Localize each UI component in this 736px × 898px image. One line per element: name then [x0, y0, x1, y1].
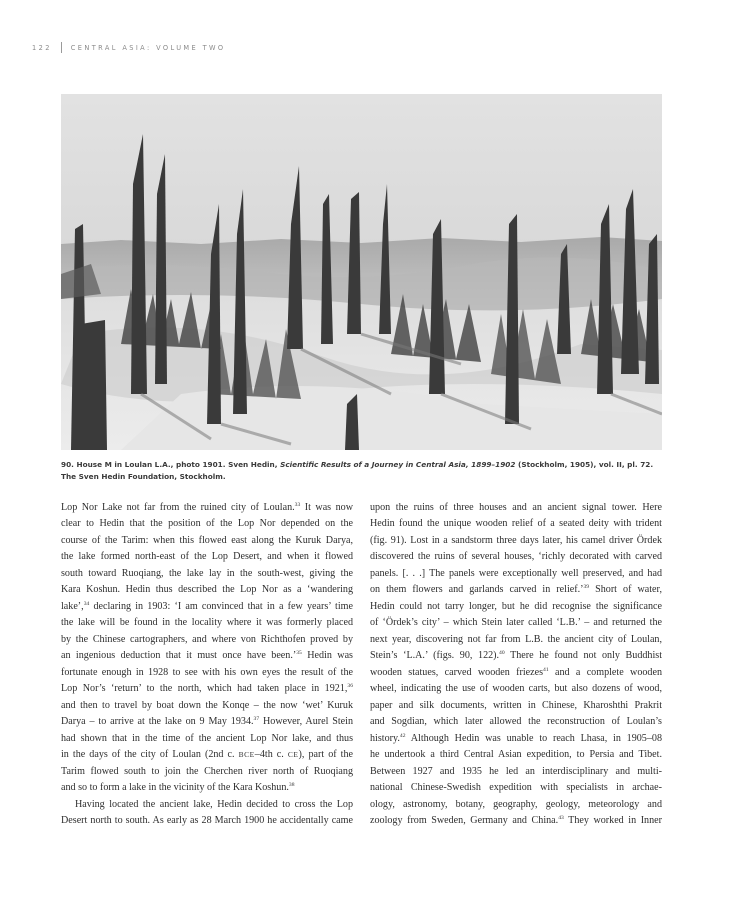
text-line: Hedin could not tarry longer, but he did recognise the significance: [370, 600, 662, 612]
text-line: the lake formed north-east of the Lop Desert, and when it flowed: [61, 551, 353, 563]
body-paragraph-2-continued: [370, 500, 662, 830]
text-line: south toward Ruoqiang, the lake lay in the south-west, giving the: [61, 567, 353, 579]
text-line: had shown that in the time of the ancient Lop Nor lake, and thus: [61, 732, 353, 744]
text-line: and then to travel by boat down the Konqe – the now ‘wet’ Kuruk: [61, 699, 353, 711]
text-line: national Chinese-Swedish expedition with specialists in archae-: [370, 782, 662, 794]
running-title: CENTRAL ASIA: VOLUME TWO: [70, 43, 226, 52]
body-column-right: [370, 500, 662, 830]
footnote-ref[interactable]: 33: [294, 502, 301, 508]
page-number: 122: [32, 43, 52, 52]
text-line: Lop Nor Lake not far from the ruined city of Loulan.$^{33}$ It was now: [61, 502, 353, 513]
footnote-ref[interactable]: 34: [83, 600, 90, 607]
text-line: history.$^{42}$ Although Hedin was unable to reach Lhasa, in 1905–08: [370, 732, 662, 744]
footnote-ref[interactable]: 37: [253, 716, 260, 723]
text-line: Between 1927 and 1935 he led an interdisciplinary and multi-: [370, 765, 662, 777]
text-line: Stein’s ‘L.A.’ (figs. 90, 122).$^{40}$ There he found not only Buddhist: [370, 650, 662, 662]
era-small-caps: CE: [287, 750, 299, 760]
running-head: [32, 42, 226, 53]
body-paragraph-2: [61, 797, 353, 830]
footnote-ref[interactable]: 40: [499, 650, 505, 657]
header-divider: [61, 42, 62, 53]
text-line: on them flowers and garlands carved in relief.’$^{39}$ Short of water,: [370, 584, 662, 596]
text-line: Having located the ancient lake, Hedin decided to cross the Lop: [75, 798, 353, 810]
text-line: lake’,$^{34}$ declaring in 1903: ‘I am convinced that in a few years’ time: [61, 600, 353, 612]
text-line: wooden statues, carved wooden friezes$^{41}$ and a complete wooden: [370, 666, 662, 678]
footnote-ref[interactable]: 38: [288, 782, 295, 789]
footnote-ref[interactable]: 35: [296, 650, 302, 657]
text-line: zoology from Sweden, Germany and China.$^{43}$ They worked in Inner: [370, 815, 662, 827]
text-line: course of the Tarim: when this flowed east along the Kuruk Darya,: [61, 534, 353, 546]
footnote-ref[interactable]: 43: [558, 815, 564, 822]
text-line: upon the ruins of three houses and an ancient signal tower. Here: [370, 502, 662, 513]
text-line: Lop Nor’s ‘return’ to the north, which had taken place in 1921,36: [61, 683, 353, 695]
text-line: (fig. 91). Lost in a sandstorm three days later, his camel driver Ördek: [370, 534, 662, 546]
text-line: clear to Hedin that the position of the Lop Nor depended on the: [61, 518, 353, 530]
text-line: the lake will be found in the locality where it was formerly placed: [61, 617, 353, 629]
text-line: ology, astronomy, botany, geography, geology, meteorology and: [370, 798, 662, 810]
footnote-ref[interactable]: 39: [583, 584, 590, 591]
text-line: an ingenious deduction that it must once have been.’$^{35}$ Hedin was: [61, 650, 353, 662]
text-line: next year, discovering not far from L.B. the ancient city of Loulan,: [370, 633, 662, 645]
text-line: Darya – to arrive at the lake on 9 May 1934.37 However, Aurel Stein: [61, 716, 354, 728]
caption-text-before: House M in Loulan L.A., photo 1901. Sven Hedin,: [76, 460, 278, 469]
caption-text-after: (Stockholm, 1905), vol. II, pl. 72. The Sven Hedin Foundation, Stockholm.: [61, 460, 654, 481]
text-line: discovered the ruins of several houses, ‘richly decorated with carved: [370, 551, 662, 563]
figure-photo: [61, 94, 662, 450]
text-line: Tarim flowed south to join the Cherchen river north of Ruoqiang: [61, 765, 353, 777]
footnote-ref[interactable]: 36: [347, 683, 353, 690]
text-line: fortunate enough in 1928 to see with his own eyes the result of the: [61, 666, 353, 678]
text-line: Kara Koshun. Hedin thus described the Lop Nor as a ‘wandering: [61, 584, 353, 596]
desert-photo-illustration: [61, 94, 662, 450]
footnote-ref[interactable]: 42: [399, 732, 406, 739]
caption-number: 90.: [61, 460, 74, 469]
text-line: in the days of the city of Loulan (2nd c. BCE–4th c. CE), part of the: [61, 749, 354, 761]
text-line: of ‘Ördek’s city’ – which Stein later called ‘L.B.’ – and returned the: [370, 617, 662, 629]
body-paragraph-1: [61, 500, 353, 797]
text-line: he undertook a third Central Asian expedition, to Persia and Tibet.: [370, 749, 662, 761]
footnote-ref[interactable]: 41: [543, 666, 549, 673]
caption-title: Scientific Results of a Journey in Central Asia, 1899–1902: [280, 460, 516, 469]
text-line: by the Chinese cartographers, and where von Richthofen proved by: [61, 633, 353, 645]
era-small-caps: BCE: [238, 750, 255, 760]
text-line: wheel, indicating the use of wooden carts, but also dozens of wood,: [370, 683, 662, 695]
text-line: Desert north to south. As early as 28 March 1900 he accidentally came: [61, 815, 353, 827]
text-line: panels. [. . .] The panels were exceptionally well preserved, and had: [370, 567, 662, 579]
text-line: and Sogdian, which later allowed the reconstruction of Loulan’s: [370, 716, 662, 728]
body-column-left: [61, 500, 353, 830]
text-line: Hedin found the unique wooden relief of a seated deity with trident: [370, 518, 662, 530]
text-line: paper and silk documents, written in Chinese, Kharoshthi Prakrit: [370, 699, 662, 711]
figure-caption: [61, 459, 661, 482]
text-line: and so to form a lake in the vicinity of the Kara Koshun.$^{38}$: [61, 782, 295, 794]
